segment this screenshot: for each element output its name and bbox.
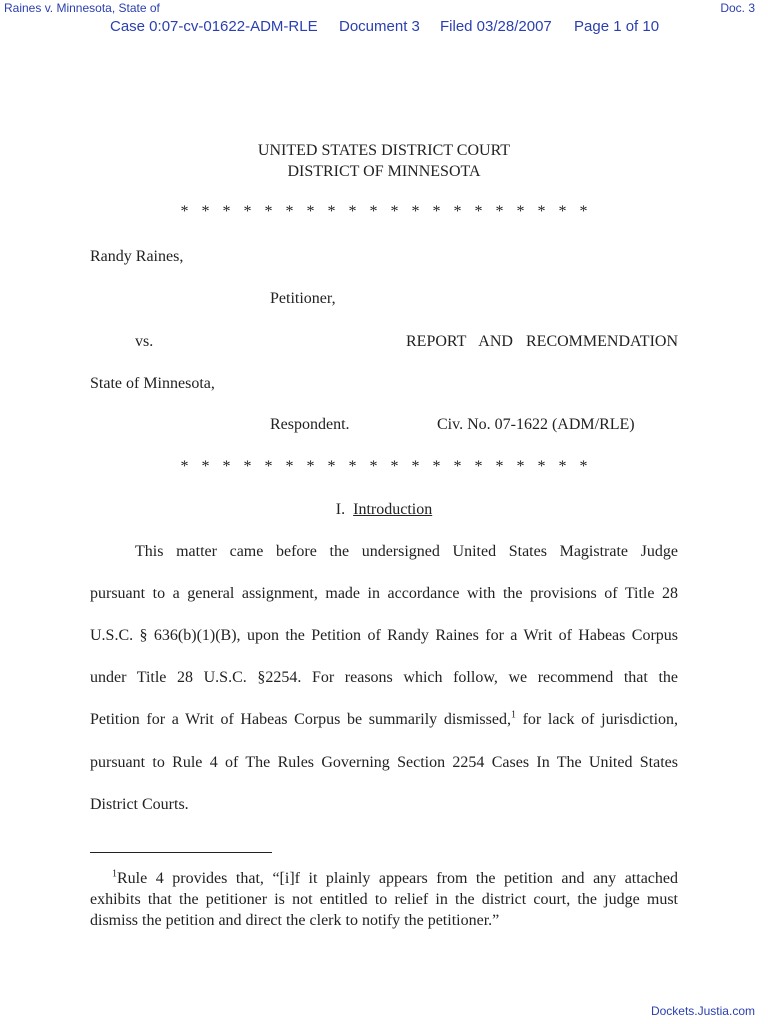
body-line: District Courts. [90, 796, 189, 813]
versus: vs. [135, 333, 154, 350]
filing-page-number: Page 1 of 10 [574, 18, 660, 35]
section-number: I. [335, 501, 346, 518]
body-line [90, 711, 678, 729]
body-line: U.S.C. § 636(b)(1)(B), upon the Petition of Randy Raines for a Writ of Habeas Corpus [90, 627, 678, 644]
body-line: pursuant to Rule 4 of The Rules Governing Section 2254 Cases In The United States [90, 754, 678, 771]
body-line: This matter came before the undersigned United States Magistrate Judge [135, 543, 678, 560]
respondent-name: State of Minnesota, [90, 375, 215, 392]
filing-document-number: Document 3 [339, 18, 420, 35]
petitioner-name: Randy Raines, [90, 248, 184, 265]
separator-bottom: * * * * * * * * * * * * * * * * * * * * [180, 458, 588, 475]
body-line-segment: for lack of jurisdiction, [522, 711, 679, 728]
footnote-reference: 1 [510, 709, 516, 721]
body-line: pursuant to a general assignment, made in accordance with the provisions of Title 28 [90, 585, 678, 602]
respondent-role: Respondent. [270, 416, 350, 433]
court-district: DISTRICT OF MINNESOTA [287, 163, 481, 180]
case-name-link[interactable]: Raines v. Minnesota, State of [4, 1, 160, 15]
document-title: REPORT AND RECOMMENDATION [406, 333, 678, 350]
section-heading [0, 501, 768, 519]
civil-number: Civ. No. 07-1622 (ADM/RLE) [437, 416, 635, 433]
doc-link[interactable]: Doc. 3 [720, 1, 755, 15]
footnote-marker: 1 [112, 868, 117, 880]
petitioner-role: Petitioner, [270, 290, 336, 307]
court-name: UNITED STATES DISTRICT COURT [257, 142, 511, 159]
body-line: under Title 28 U.S.C. §2254. For reasons which follow, we recommend that the [90, 669, 678, 686]
separator-top: * * * * * * * * * * * * * * * * * * * * [180, 203, 588, 220]
footnote-line: dismiss the petition and direct the clerk to notify the petitioner.” [90, 912, 500, 929]
dockets-justia-link[interactable]: Dockets.Justia.com [650, 1004, 755, 1018]
footnote-rule [90, 852, 272, 853]
footnote-line: exhibits that the petitioner is not entitled to relief in the district court, the judge must [90, 891, 678, 908]
footnote-line [112, 870, 678, 888]
footnote-text: Rule 4 provides that, “[i]f it plainly appears from the petition and any attached [117, 870, 678, 887]
filing-case-number: Case 0:07-cv-01622-ADM-RLE [110, 18, 318, 35]
body-line-segment: Petition for a Writ of Habeas Corpus be summarily dismissed, [90, 711, 511, 728]
filing-date: Filed 03/28/2007 [440, 18, 552, 35]
section-title: Introduction [353, 501, 433, 518]
